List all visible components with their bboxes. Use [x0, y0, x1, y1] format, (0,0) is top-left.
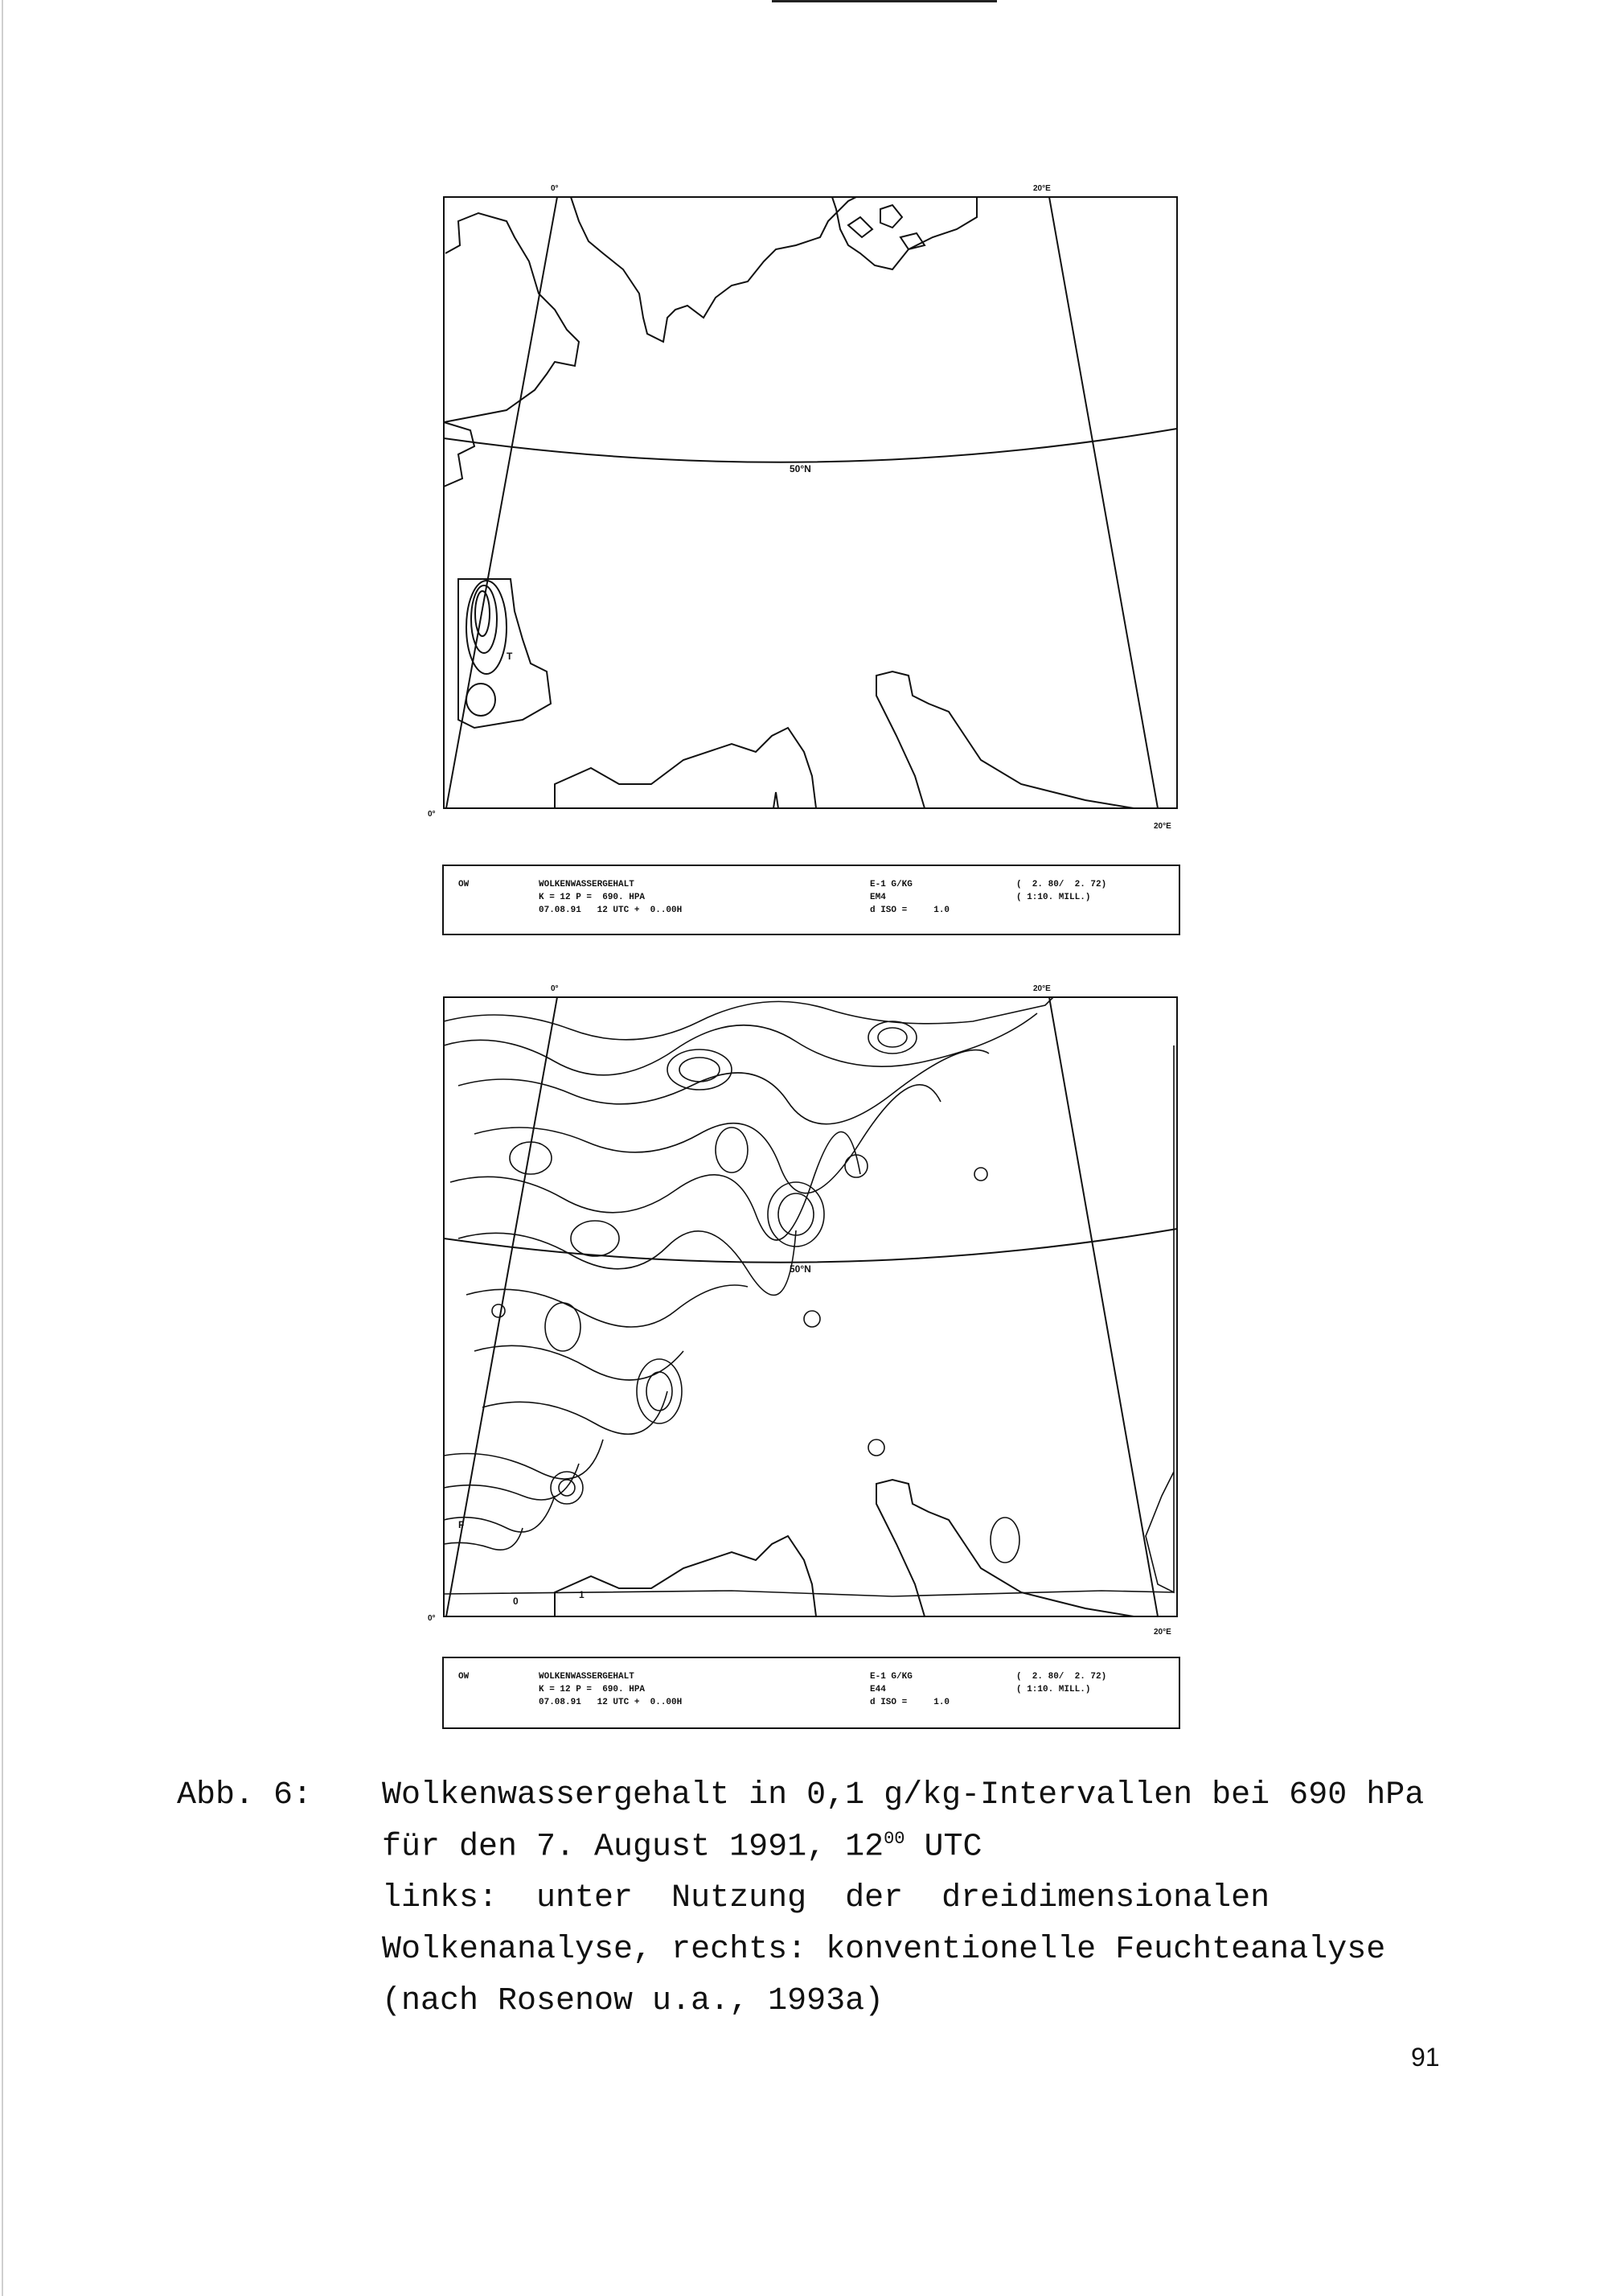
- figure-caption: [177, 1777, 1463, 2099]
- top-map-lon-left: 0°: [551, 184, 559, 193]
- bottom-legend-code: OW: [458, 1672, 470, 1682]
- bottom-map-contour-1: 1: [579, 1589, 585, 1600]
- bottom-map-lat-label: 50°N: [790, 1263, 811, 1275]
- caption-line-5: (nach Rosenow u.a., 1993a): [382, 1983, 884, 2019]
- top-map-coast-west: [444, 422, 474, 487]
- caption-label: Abb. 6:: [177, 1777, 313, 1813]
- bottom-map-svg: [410, 973, 1182, 1641]
- top-map-corner-left: 0°: [428, 810, 436, 819]
- top-legend-unit: E-1 G/KG: [870, 880, 913, 889]
- page-number: 91: [1411, 2043, 1440, 2072]
- bottom-legend: [442, 1657, 1180, 1729]
- top-rule: [772, 0, 997, 2]
- top-map-contour-outer: [458, 579, 551, 728]
- top-map-contour-ring-4: [466, 684, 495, 716]
- top-map-frame: [444, 197, 1177, 808]
- bottom-legend-line3: 07.08.91 12 UTC + 0..00H: [539, 1698, 683, 1707]
- caption-line-2-post: UTC: [904, 1829, 982, 1866]
- top-legend-iso: d ISO = 1.0: [870, 906, 950, 915]
- bottom-map-meridian-20: [1049, 997, 1158, 1616]
- top-map-contour-label: T: [507, 651, 513, 662]
- bottom-map-lon-right: 20°E: [1033, 984, 1051, 993]
- top-map-parallel-50n: [444, 429, 1177, 462]
- top-map-meridian-20: [1049, 197, 1158, 808]
- top-map-contour-ring-3: [475, 591, 490, 636]
- top-map-coastline-south: [555, 672, 1134, 808]
- caption-line-4: Wolkenanalyse, rechts: konventionelle Feuchteanalyse: [382, 1932, 1386, 1968]
- top-map-lat-label: 50°N: [790, 463, 811, 474]
- top-legend-line1: WOLKENWASSERGEHALT: [539, 880, 634, 889]
- bottom-legend-unit: E-1 G/KG: [870, 1672, 913, 1682]
- top-legend-code: OW: [458, 880, 470, 889]
- top-legend-run: EM4: [870, 893, 886, 902]
- top-map-svg: [410, 173, 1182, 831]
- bottom-map-corner-right: 20°E: [1154, 1628, 1171, 1637]
- bottom-map-contour-F: F: [458, 1519, 465, 1530]
- top-legend: [442, 865, 1180, 935]
- top-legend-scale1: ( 2. 80/ 2. 72): [1016, 880, 1107, 889]
- bottom-map-coastline-south: [555, 1480, 1134, 1616]
- bottom-legend-run: E44: [870, 1685, 886, 1694]
- page-edge-line: [2, 0, 3, 2296]
- bottom-legend-scale2: ( 1:10. MILL.): [1016, 1685, 1091, 1694]
- bottom-map-lon-left: 0°: [551, 984, 559, 993]
- top-legend-scale2: ( 1:10. MILL.): [1016, 893, 1091, 902]
- bottom-map-contour-0: 0: [513, 1596, 519, 1607]
- top-map-corner-right: 20°E: [1154, 822, 1171, 831]
- caption-line-2-pre: für den 7. August 1991, 12: [382, 1829, 884, 1866]
- top-legend-line3: 07.08.91 12 UTC + 0..00H: [539, 906, 683, 915]
- caption-line-2-sup: 00: [884, 1829, 905, 1849]
- caption-line-2: [382, 1829, 982, 1865]
- top-map-meridian-0: [446, 197, 557, 808]
- bottom-map: [410, 973, 1182, 1641]
- bottom-legend-scale1: ( 2. 80/ 2. 72): [1016, 1672, 1107, 1682]
- bottom-legend-line2: K = 12 P = 690. HPA: [539, 1685, 646, 1694]
- bottom-map-corner-left: 0°: [428, 1614, 436, 1623]
- top-map-islands: [848, 205, 925, 249]
- bottom-legend-line1: WOLKENWASSERGEHALT: [539, 1672, 634, 1682]
- top-map-coastline-north: [444, 197, 977, 422]
- caption-line-3: links: unter Nutzung der dreidimensionalen: [382, 1880, 1270, 1916]
- bottom-legend-iso: d ISO = 1.0: [870, 1698, 950, 1707]
- top-map: [410, 173, 1182, 831]
- top-legend-line2: K = 12 P = 690. HPA: [539, 893, 646, 902]
- top-map-lon-right: 20°E: [1033, 184, 1051, 193]
- top-map-mark: [773, 792, 778, 808]
- caption-line-1: Wolkenwassergehalt in 0,1 g/kg-Intervallen bei 690 hPa: [382, 1777, 1425, 1813]
